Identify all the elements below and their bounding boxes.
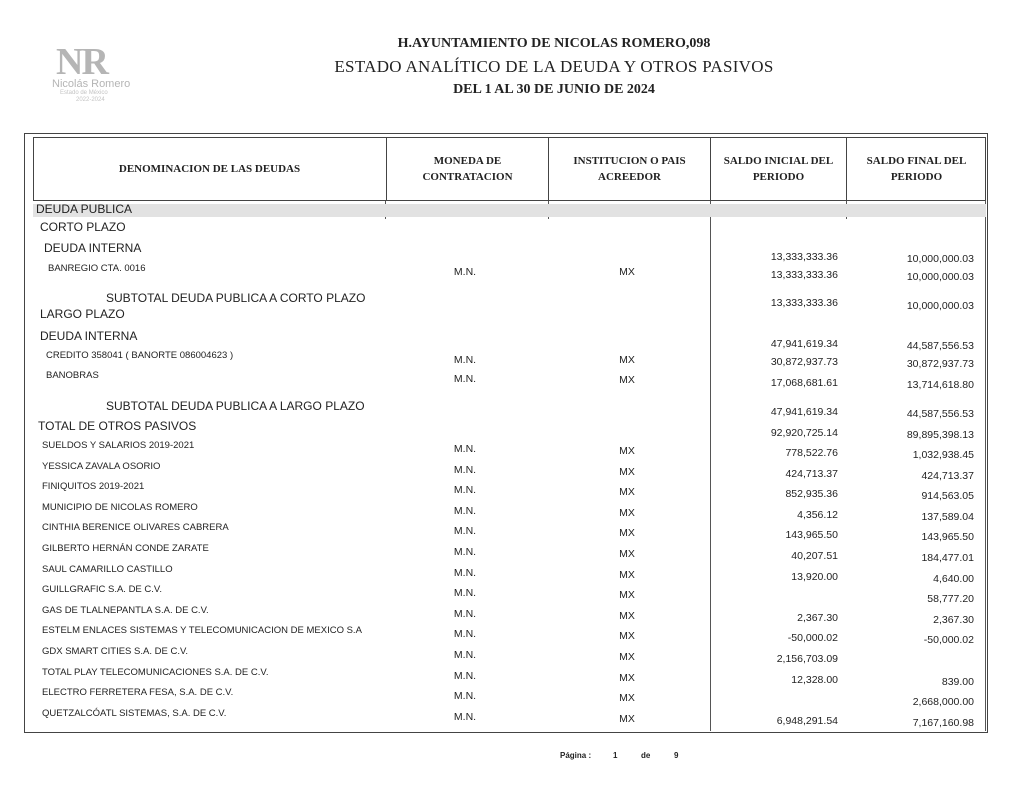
row-moneda: M.N. bbox=[453, 607, 477, 620]
row-inicial: -50,000.02 bbox=[787, 632, 838, 645]
row-final: 10,000,000.03 bbox=[906, 271, 974, 283]
row-inicial: 12,328.00 bbox=[791, 673, 838, 686]
col-header-institucion: INSTITUCION O PAIS ACREEDOR bbox=[548, 137, 710, 201]
row-final: 13,714,618.80 bbox=[906, 379, 974, 391]
logo-years: 2022-2024 bbox=[76, 97, 105, 103]
row-moneda: M.N. bbox=[453, 566, 477, 579]
row-inicial: 143,965.50 bbox=[785, 529, 838, 542]
row-pais: MX bbox=[619, 548, 635, 560]
row-pais: MX bbox=[619, 266, 635, 278]
deuda-interna-lp-final: 44,587,556.53 bbox=[906, 340, 974, 352]
section-band bbox=[33, 204, 986, 217]
row-pais: MX bbox=[619, 651, 635, 663]
row-pais: MX bbox=[619, 527, 635, 540]
row-moneda: M.N. bbox=[453, 649, 477, 661]
row-pais: MX bbox=[619, 712, 635, 725]
row-final: 2,668,000.00 bbox=[912, 696, 974, 709]
row-inicial: 2,156,703.09 bbox=[776, 653, 838, 665]
col-header-saldo-inicial: SALDO INICIAL DEL PERIODO bbox=[710, 137, 846, 201]
page-current: 1 bbox=[613, 751, 618, 760]
deuda-interna-lp-inicial: 47,941,619.34 bbox=[770, 338, 838, 350]
row-name: FINIQUITOS 2019-2021 bbox=[42, 481, 145, 493]
row-pais: MX bbox=[619, 692, 635, 705]
row-moneda: M.N. bbox=[453, 525, 477, 538]
row-name: CREDITO 358041 ( BANORTE 086004623 ) bbox=[46, 350, 234, 361]
row-name: SUELDOS Y SALARIOS 2019-2021 bbox=[42, 440, 195, 451]
subtotal-corto-plazo: SUBTOTAL DEUDA PUBLICA A CORTO PLAZO bbox=[106, 291, 366, 305]
row-moneda: M.N. bbox=[453, 546, 477, 558]
row-name: CINTHIA BERENICE OLIVARES CABRERA bbox=[42, 522, 229, 534]
page-of: de bbox=[641, 751, 651, 760]
row-inicial: 13,333,333.36 bbox=[770, 269, 838, 281]
logo-name: Nicolás Romero bbox=[52, 78, 131, 90]
row-pais: MX bbox=[619, 630, 635, 643]
row-final: 914,563.05 bbox=[921, 490, 974, 503]
total-otros-pasivos-final: 89,895,398.13 bbox=[906, 429, 974, 441]
col-header-denominacion: DENOMINACION DE LAS DEUDAS bbox=[118, 163, 301, 175]
report-title: ESTADO ANALÍTICO DE LA DEUDA Y OTROS PASIVOS bbox=[334, 57, 774, 76]
row-moneda: M.N. bbox=[453, 463, 477, 476]
logo-mark: NR bbox=[56, 41, 107, 83]
row-name: YESSICA ZAVALA OSORIO bbox=[42, 460, 161, 472]
row-name: QUETZALCÓATL SISTEMAS, S.A. DE C.V. bbox=[42, 707, 227, 719]
section-corto-plazo: CORTO PLAZO bbox=[40, 220, 126, 234]
row-moneda: M.N. bbox=[453, 373, 477, 385]
subtotal-cp-inicial: 13,333,333.36 bbox=[770, 297, 838, 309]
row-name: GUILLGRAFIC S.A. DE C.V. bbox=[42, 584, 163, 596]
section-deuda-interna-cp: DEUDA INTERNA bbox=[44, 241, 142, 255]
row-inicial: 424,713.37 bbox=[785, 467, 838, 480]
row-final: 137,589.04 bbox=[921, 510, 974, 523]
row-inicial: 30,872,937.73 bbox=[770, 356, 838, 368]
row-name: GILBERTO HERNÁN CONDE ZARATE bbox=[42, 543, 209, 554]
row-pais: MX bbox=[619, 374, 635, 386]
row-moneda: M.N. bbox=[453, 587, 477, 600]
report-entity-title: H.AYUNTAMIENTO DE NICOLAS ROMERO,098 bbox=[397, 36, 711, 51]
row-name: ESTELM ENLACES SISTEMAS Y TELECOMUNICACION DE MEXICO S.A bbox=[42, 625, 362, 637]
row-final: 4,640.00 bbox=[933, 572, 974, 585]
row-moneda: M.N. bbox=[453, 354, 477, 366]
subtotal-lp-final: 44,587,556.53 bbox=[906, 408, 974, 420]
section-largo-plazo: LARGO PLAZO bbox=[40, 307, 125, 321]
row-pais: MX bbox=[619, 506, 635, 519]
row-inicial: 852,935.36 bbox=[785, 488, 838, 501]
row-moneda: M.N. bbox=[453, 710, 477, 723]
row-name: BANOBRAS bbox=[46, 370, 99, 381]
row-inicial: 778,522.76 bbox=[785, 447, 838, 459]
col-header-moneda: MONEDA DE CONTRATACION bbox=[386, 137, 548, 201]
page-label: Página : bbox=[560, 751, 592, 760]
row-pais: MX bbox=[619, 609, 635, 622]
row-pais: MX bbox=[619, 486, 635, 499]
row-final: 58,777.20 bbox=[927, 593, 974, 606]
row-pais: MX bbox=[619, 445, 635, 457]
row-name: BANREGIO CTA. 0016 bbox=[48, 263, 146, 274]
row-inicial: 17,068,681.61 bbox=[770, 377, 838, 389]
row-final: 424,713.37 bbox=[921, 469, 974, 482]
row-moneda: M.N. bbox=[453, 504, 477, 517]
row-pais: MX bbox=[619, 465, 635, 478]
row-moneda: M.N. bbox=[453, 443, 477, 455]
row-final: 839.00 bbox=[941, 675, 974, 688]
section-deuda-interna-lp: DEUDA INTERNA bbox=[40, 329, 138, 343]
row-inicial: 2,367.30 bbox=[797, 611, 838, 624]
row-pais: MX bbox=[619, 354, 635, 366]
row-moneda: M.N. bbox=[453, 690, 477, 703]
row-final: 184,477.01 bbox=[921, 552, 974, 564]
row-final: 2,367.30 bbox=[933, 613, 974, 626]
subtotal-largo-plazo: SUBTOTAL DEUDA PUBLICA A LARGO PLAZO bbox=[106, 399, 365, 413]
row-pais: MX bbox=[619, 671, 635, 684]
row-final: 1,032,938.45 bbox=[912, 449, 974, 461]
subtotal-cp-final: 10,000,000.03 bbox=[906, 300, 974, 312]
col-divider bbox=[985, 201, 986, 731]
report-period: DEL 1 AL 30 DE JUNIO DE 2024 bbox=[453, 82, 655, 97]
row-moneda: M.N. bbox=[453, 266, 477, 278]
row-moneda: M.N. bbox=[453, 669, 477, 682]
page-total: 9 bbox=[674, 751, 679, 760]
section-deuda-publica: DEUDA PUBLICA bbox=[36, 202, 133, 216]
row-final: 7,167,160.98 bbox=[912, 716, 974, 729]
total-otros-pasivos: TOTAL DE OTROS PASIVOS bbox=[38, 419, 197, 433]
row-inicial: 40,207.51 bbox=[791, 550, 838, 562]
row-final: -50,000.02 bbox=[923, 634, 974, 647]
total-otros-pasivos-inicial: 92,920,725.14 bbox=[770, 427, 838, 439]
deuda-interna-cp-final: 10,000,000.03 bbox=[906, 253, 974, 265]
row-name: ELECTRO FERRETERA FESA, S.A. DE C.V. bbox=[42, 687, 234, 699]
row-inicial: 6,948,291.54 bbox=[776, 714, 838, 727]
row-name: GAS DE TLALNEPANTLA S.A. DE C.V. bbox=[42, 604, 209, 616]
row-name: TOTAL PLAY TELECOMUNICACIONES S.A. DE C.V. bbox=[42, 666, 269, 678]
row-pais: MX bbox=[619, 589, 635, 602]
row-moneda: M.N. bbox=[453, 484, 477, 497]
row-final: 143,965.50 bbox=[921, 531, 974, 544]
row-pais: MX bbox=[619, 568, 635, 581]
subtotal-lp-inicial: 47,941,619.34 bbox=[770, 406, 838, 418]
row-name: SAUL CAMARILLO CASTILLO bbox=[42, 563, 173, 575]
row-name: MUNICIPIO DE NICOLAS ROMERO bbox=[42, 501, 198, 513]
row-final: 30,872,937.73 bbox=[906, 358, 974, 370]
deuda-interna-cp-inicial: 13,333,333.36 bbox=[770, 251, 838, 263]
row-moneda: M.N. bbox=[453, 628, 477, 641]
row-inicial: 4,356.12 bbox=[797, 508, 838, 521]
logo-state: Estado de México bbox=[60, 90, 108, 96]
col-header-saldo-final: SALDO FINAL DEL PERIODO bbox=[846, 137, 986, 201]
row-name: GDX SMART CITIES S.A. DE C.V. bbox=[42, 646, 189, 657]
row-inicial: 13,920.00 bbox=[791, 570, 838, 583]
